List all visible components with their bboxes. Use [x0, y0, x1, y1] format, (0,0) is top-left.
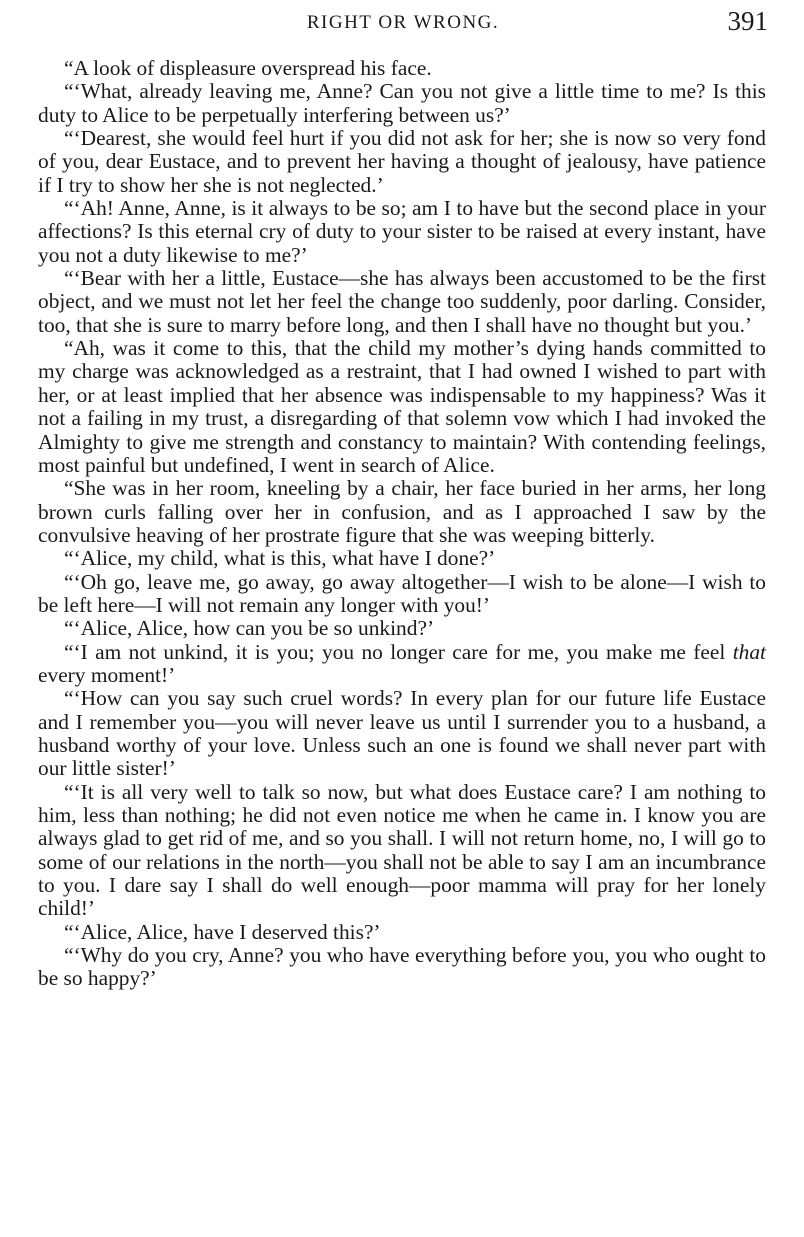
paragraph: “‘Oh go, leave me, go away, go away altogether—I wish to be alone—I wish to be left here—I will not remain any longer with you!’: [38, 569, 766, 617]
paragraph: “‘Alice, Alice, have I deserved this?’: [64, 919, 381, 944]
running-title: RIGHT OR WRONG.: [306, 12, 500, 33]
paragraph: “‘Alice, Alice, how can you be so unkind?’: [64, 616, 435, 641]
paragraph: “‘Dearest, she would feel hurt if you did not ask for her; she is now so very fond of you, dear Eustace, and to prevent her having a thought of jealousy, have patience if I try to show her she is not neglected.’: [38, 126, 766, 197]
paragraph-with-emphasis: [38, 641, 766, 688]
paragraph: “‘Ah! Anne, Anne, is it always to be so; am I to have but the second place in your affections? Is this eternal cry of duty to your sister to be raised at every instant, have you not a duty likewise to me?’: [38, 196, 766, 267]
paragraph: “Ah, was it come to this, that the child my mother’s dying hands committed to my charge was acknowledged as a restraint, that I had owned I wished to part with her, or at least implied that her absence was indispensable to my happiness? Was it not a failing in my trust, a disregarding of that solemn vow which I had invoked the Almighty to give me strength and constancy to maintain? With contending feelings, most painful but undefined, I went in search of Alice.: [38, 336, 766, 477]
paragraph-text: “‘I am not unkind, it is you; you no longer care for me, you make me feel: [64, 639, 733, 664]
paragraph: “She was in her room, kneeling by a chair, her face buried in her arms, her long brown curls falling over her in confusion, and as I approached I saw by the convulsive heaving of her prostrate figure that she was weeping bitterly.: [38, 476, 766, 547]
paragraph: “‘How can you say such cruel words? In every plan for our future life Eustace and I remember you—you will never leave us until I surrender you to a husband, a husband worthy of your love. Unless such an one is found we shall never part with our little sister!’: [38, 686, 766, 781]
paragraph: “‘What, already leaving me, Anne? Can you not give a little time to me? Is this duty to Alice to be perpetually interfering between us?’: [38, 79, 766, 127]
page-number: 391: [727, 6, 768, 36]
paragraph: “‘Why do you cry, Anne? you who have everything before you, you who ought to be so happy?’: [38, 943, 766, 991]
running-head: [38, 4, 768, 44]
paragraph: “‘Bear with her a little, Eustace—she has always been accustomed to be the first object, and we must not let her feel the change too suddenly, poor darling. Consider, too, that she is sure to marry before long, and then I shall have no thought but you.’: [38, 266, 766, 337]
paragraph: “A look of displeasure overspread his face.: [64, 56, 432, 80]
body-text: [38, 57, 766, 991]
emphasis: that: [732, 639, 766, 664]
paragraph: “‘It is all very well to talk so now, but what does Eustace care? I am nothing to him, less than nothing; he did not even notice me when he came in. I know you are always glad to get rid of me, and so you shall. I will not return home, no, I will go to some of our relations in the north—you shall not be able to say I am an incumbrance to you. I dare say I shall do well enough—poor mamma will pray for her lonely child!’: [38, 779, 766, 921]
paragraph: “‘Alice, my child, what is this, what have I done?’: [64, 546, 496, 571]
paragraph-text: every moment!’: [38, 662, 176, 687]
